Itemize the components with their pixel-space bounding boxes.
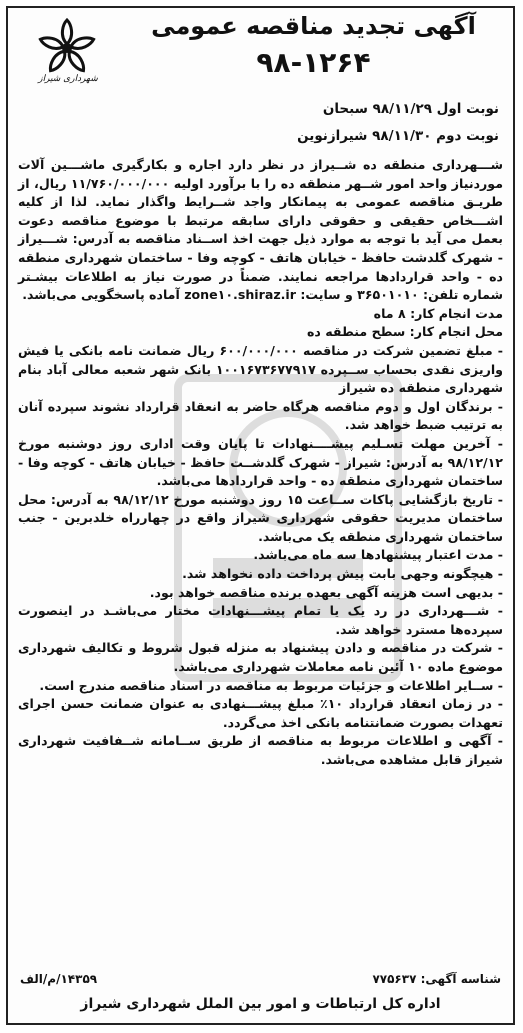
logo-caption: شهرداری شیراز (38, 74, 98, 84)
reference-number: ۱۴۳۵۹/م/الف (20, 972, 98, 986)
work-location: محل انجام کار: سطح منطقه ده (307, 324, 503, 340)
transparency-clause: - آگهی و اطلاعات مربوط به مناقصه از طریق ســامانه شــفافیت شهرداری شیراز قابل مشاهده می‌باشد. (18, 733, 503, 767)
ad-frame (6, 6, 515, 1025)
prepayment-clause: - هیچگونه وجهی بابت پیش پرداخت داده نخواهد شد. (182, 566, 503, 582)
publication-schedule (297, 96, 499, 150)
work-duration: مدت انجام کار: ۸ ماه (373, 305, 503, 321)
ad-id: شناسه آگهی: ۷۷۵۶۳۷ (372, 972, 501, 986)
details-clause: - ســایر اطلاعات و جزئیات مربوط به مناقصه در اسناد مناقصه مندرج است. (39, 677, 503, 693)
guarantee-clause: - مبلغ تضمین شرکت در مناقصه ۶۰۰/۰۰۰/۰۰۰ ریال ضمانت نامه بانکی یا فیش واریزی نقدی بحساب ســپرده ۱۰۰۱۶۷۳۶۷۷۹۱۷ بانک شهر شعبه معالی آباد بنام شهرداری منطقه ده شیراز (18, 342, 503, 396)
performance-guarantee-clause: - در زمان انعقاد قرارداد ۱۰٪ مبلغ پیشـــنهادی به عنوان ضمانت حسن اجرای تعهدات بصورت ضمانتنامه بانکی اخذ می‌گردد. (18, 696, 504, 730)
winners-clause: - برندگان اول و دوم مناقصه هرگاه حاضر به انعقاد قرارداد نشوند سپرده آنان به ترتیب ضبط خواهد شد. (18, 398, 503, 433)
validity-clause: - مدت اعتبار پیشنهادها سه ماه می‌باشد. (253, 547, 503, 563)
ad-body (18, 156, 503, 770)
issuing-office: اداره کل ارتباطات و امور بین الملل شهرداری شیراز (80, 996, 441, 1012)
ad-cost-clause: - بدیهی است هزینه آگهی بعهده برنده مناقصه خواهد بود. (149, 584, 503, 600)
schedule-first: نوبت اول ۹۸/۱۱/۲۹ سبحان (322, 101, 499, 117)
ad-header (8, 8, 513, 92)
ad-title: آگهی تجدید مناقصه عمومی (151, 12, 476, 40)
schedule-second: نوبت دوم ۹۸/۱۱/۳۰ شیرازنوین (297, 128, 499, 144)
intro-paragraph: شـــهرداری منطقه ده شــیراز در نظر دارد اجاره و بکارگیری ماشـــین آلات موردنیاز واحد امور شــهر منطقه ده را با برآورد اولیه ۱۱/۷۶۰/۰۰۰/۰۰۰ ریال، از طریـق مناقصه عمومی به پیمانکار واجد شــرایط واگذار نماید. لذا از کلیه اشـــخاص حقیقی و حقوقی دارای سابقه مرتبط با موضوع مناقصه دعوت بعمل می آید با توجه به موارد ذیل جهت اخذ اســناد مناقصه به آدرس: شـــیراز - شهرک گلدشت حافظ - خیابان هاتف - کوچه وفا - ساختمان شهرداری منطقه ده - واحد قراردادها مراجعه نمایند. ضمناً در صورت نیاز به اطلاعات بیشـتر شماره تلفن: ۳۶۵۰۱۰۱۰ و سایت: zone۱۰.shiraz.ir آماده پاسخگویی می‌باشد. (18, 157, 503, 303)
acceptance-clause: - شرکت در مناقصه و دادن پیشنهاد به منزله قبول شروط و تکالیف شهرداری موضوع ماده ۱۰ آئین نامه معاملات شهرداری می‌باشد. (18, 640, 503, 675)
deadline-clause: - آخرین مهلت تسـلیم پیشــــنهادات تا پایان وقت اداری روز دوشنبه مورخ ۹۸/۱۲/۱۲ به آدرس: شیراز - شهرک گلدشــت حافظ - خیابان هاتف - کوچه وفا - ساختمان شهرداری منطقه ده - واحد قراردادها می‌باشد. (18, 435, 503, 489)
rejection-clause: - شـــهرداری در رد یک یا تمام پیشـــنهادات مختار می‌باشـد در اینصورت سپرده‌ها مسترد خواهد شد. (18, 603, 503, 637)
tender-number: ۹۸-۱۲۶۴ (256, 46, 371, 79)
opening-clause: - تاریخ بازگشایی پاکات ســاعت ۱۵ روز دوشنبه مورخ ۹۸/۱۲/۱۲ به آدرس: محل ساختمان مدیریت حقوقی شهرداری شیراز واقع در چهارراه خلدبرین - جنب ساختمان شهرداری منطقه یک می‌باشد. (18, 491, 504, 544)
